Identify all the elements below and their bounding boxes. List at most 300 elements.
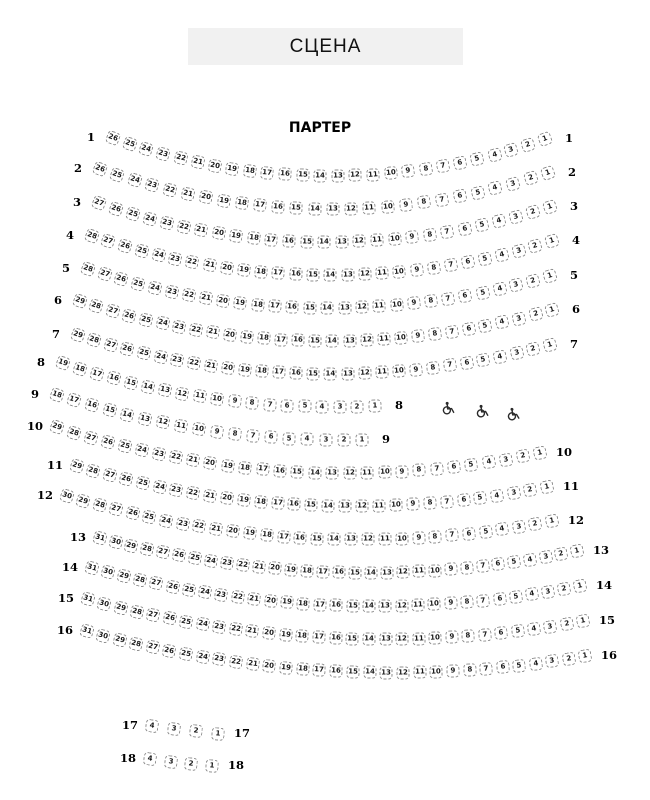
seat[interactable]: [412, 565, 426, 579]
seat[interactable]: [291, 334, 305, 348]
seat[interactable]: [220, 491, 235, 506]
seat[interactable]: [237, 493, 251, 507]
seat[interactable]: [300, 564, 314, 578]
seat[interactable]: [243, 164, 258, 179]
seat[interactable]: [181, 582, 196, 597]
seat[interactable]: [544, 233, 560, 249]
seat[interactable]: [452, 189, 467, 204]
seat[interactable]: [528, 516, 543, 531]
seat[interactable]: [149, 576, 164, 591]
seat[interactable]: [442, 358, 457, 373]
seat[interactable]: [132, 572, 148, 588]
seat[interactable]: [492, 281, 508, 297]
seat[interactable]: [72, 293, 88, 309]
seat[interactable]: [103, 337, 119, 353]
seat[interactable]: [363, 666, 376, 679]
seat[interactable]: [155, 316, 170, 331]
seat[interactable]: [412, 632, 425, 645]
seat[interactable]: [271, 266, 285, 280]
seat[interactable]: [375, 366, 389, 380]
seat[interactable]: [134, 243, 150, 259]
seat[interactable]: [145, 640, 160, 655]
wheelchair-seat[interactable]: [440, 400, 455, 415]
seat[interactable]: [268, 561, 282, 575]
seat[interactable]: [179, 614, 194, 629]
seat[interactable]: [428, 597, 442, 611]
seat[interactable]: [300, 235, 313, 248]
seat[interactable]: [346, 632, 359, 645]
seat[interactable]: [364, 566, 377, 579]
seat[interactable]: [544, 302, 560, 318]
seat[interactable]: [473, 491, 488, 506]
seat[interactable]: [511, 311, 527, 327]
seat[interactable]: [416, 195, 431, 210]
seat[interactable]: [187, 551, 202, 566]
seat[interactable]: [151, 247, 167, 263]
seat[interactable]: [294, 531, 308, 545]
seat[interactable]: [509, 345, 525, 361]
seat[interactable]: [289, 267, 303, 281]
seat[interactable]: [147, 280, 163, 296]
seat[interactable]: [119, 407, 135, 423]
seat[interactable]: [379, 633, 392, 646]
seat[interactable]: [398, 198, 412, 212]
seat[interactable]: [186, 485, 201, 500]
seat[interactable]: [100, 434, 116, 450]
seat[interactable]: [79, 623, 95, 639]
seat[interactable]: [221, 361, 235, 375]
seat[interactable]: [329, 665, 343, 679]
seat[interactable]: [123, 375, 139, 391]
seat[interactable]: [396, 666, 409, 679]
seat[interactable]: [189, 724, 203, 738]
seat[interactable]: [445, 630, 459, 644]
seat[interactable]: [361, 466, 374, 479]
seat[interactable]: [189, 322, 204, 337]
seat[interactable]: [227, 394, 241, 408]
seat[interactable]: [240, 330, 254, 344]
seat[interactable]: [59, 488, 75, 504]
seat[interactable]: [326, 334, 339, 347]
seat[interactable]: [337, 434, 350, 447]
seat[interactable]: [96, 266, 112, 282]
seat[interactable]: [66, 425, 82, 441]
seat[interactable]: [186, 453, 201, 468]
seat[interactable]: [426, 260, 441, 275]
seat[interactable]: [409, 362, 423, 376]
seat[interactable]: [296, 169, 310, 183]
seat[interactable]: [135, 475, 151, 491]
seat[interactable]: [474, 218, 489, 233]
seat[interactable]: [198, 190, 213, 205]
seat[interactable]: [163, 754, 178, 769]
seat[interactable]: [209, 424, 224, 439]
seat[interactable]: [522, 170, 538, 186]
seat[interactable]: [423, 496, 437, 510]
seat[interactable]: [92, 160, 109, 177]
seat[interactable]: [136, 345, 152, 361]
seat[interactable]: [84, 227, 100, 243]
seat[interactable]: [225, 161, 240, 176]
seat[interactable]: [144, 177, 160, 193]
seat[interactable]: [268, 299, 282, 313]
seat[interactable]: [503, 142, 519, 158]
seat[interactable]: [515, 449, 530, 464]
seat[interactable]: [66, 392, 82, 408]
seat[interactable]: [210, 392, 225, 407]
seat[interactable]: [172, 319, 187, 334]
seat[interactable]: [444, 324, 459, 339]
seat[interactable]: [407, 296, 421, 310]
seat[interactable]: [543, 619, 558, 634]
seat[interactable]: [223, 328, 238, 343]
seat[interactable]: [424, 294, 439, 309]
seat[interactable]: [305, 499, 319, 513]
seat[interactable]: [447, 460, 461, 474]
seat[interactable]: [204, 358, 219, 373]
seat[interactable]: [253, 198, 267, 212]
seat[interactable]: [383, 166, 397, 180]
seat[interactable]: [453, 155, 468, 170]
seat[interactable]: [418, 161, 433, 176]
seat[interactable]: [157, 383, 172, 398]
seat[interactable]: [119, 341, 135, 357]
seat[interactable]: [251, 298, 265, 312]
seat[interactable]: [456, 493, 470, 507]
seat[interactable]: [355, 433, 368, 446]
seat[interactable]: [529, 656, 544, 671]
seat[interactable]: [492, 592, 506, 606]
seat[interactable]: [105, 130, 122, 147]
seat[interactable]: [527, 622, 542, 637]
seat[interactable]: [125, 506, 141, 522]
seat[interactable]: [296, 662, 310, 676]
seat[interactable]: [162, 611, 177, 626]
seat[interactable]: [313, 663, 327, 677]
seat[interactable]: [173, 150, 189, 166]
seat[interactable]: [216, 193, 231, 208]
seat[interactable]: [361, 533, 374, 546]
seat[interactable]: [542, 337, 558, 353]
seat[interactable]: [380, 566, 393, 579]
seat[interactable]: [380, 199, 394, 213]
seat[interactable]: [100, 233, 116, 249]
seat[interactable]: [561, 651, 576, 666]
seat[interactable]: [175, 386, 190, 401]
seat[interactable]: [175, 516, 190, 531]
seat[interactable]: [247, 231, 261, 245]
seat[interactable]: [329, 631, 343, 645]
seat[interactable]: [282, 432, 296, 446]
seat[interactable]: [490, 488, 505, 503]
seat[interactable]: [195, 617, 210, 632]
seat[interactable]: [155, 415, 170, 430]
seat[interactable]: [460, 595, 474, 609]
seat[interactable]: [368, 399, 382, 413]
seat[interactable]: [308, 466, 321, 479]
seat[interactable]: [445, 528, 459, 542]
seat[interactable]: [176, 219, 191, 234]
seat[interactable]: [119, 472, 135, 488]
seat[interactable]: [255, 462, 269, 476]
seat[interactable]: [181, 287, 196, 302]
seat[interactable]: [303, 301, 316, 314]
seat[interactable]: [171, 548, 186, 563]
seat[interactable]: [106, 370, 122, 386]
seat[interactable]: [409, 263, 423, 277]
seat[interactable]: [280, 595, 294, 609]
seat[interactable]: [108, 201, 124, 217]
seat[interactable]: [314, 169, 327, 182]
seat[interactable]: [212, 652, 227, 667]
seat[interactable]: [378, 533, 391, 546]
seat[interactable]: [108, 502, 124, 518]
seat[interactable]: [470, 151, 486, 167]
seat[interactable]: [538, 550, 553, 565]
seat[interactable]: [434, 192, 449, 207]
seat[interactable]: [80, 261, 96, 277]
seat[interactable]: [245, 657, 260, 672]
seat[interactable]: [537, 131, 554, 148]
seat[interactable]: [129, 604, 145, 620]
seat[interactable]: [512, 658, 526, 672]
seat[interactable]: [344, 202, 357, 215]
seat[interactable]: [80, 591, 96, 607]
seat[interactable]: [429, 631, 443, 645]
seat[interactable]: [145, 718, 160, 733]
seat[interactable]: [245, 396, 259, 410]
seat[interactable]: [366, 168, 380, 182]
seat[interactable]: [168, 450, 183, 465]
seat[interactable]: [345, 533, 358, 546]
seat[interactable]: [478, 318, 493, 333]
seat[interactable]: [142, 211, 158, 227]
seat[interactable]: [544, 513, 559, 528]
seat[interactable]: [273, 464, 287, 478]
seat[interactable]: [525, 204, 541, 220]
wheelchair-seat[interactable]: [505, 406, 521, 422]
seat[interactable]: [395, 532, 409, 546]
seat[interactable]: [203, 456, 218, 471]
seat[interactable]: [506, 485, 521, 500]
seat[interactable]: [313, 598, 327, 612]
seat[interactable]: [478, 524, 493, 539]
seat[interactable]: [360, 333, 374, 347]
seat[interactable]: [260, 528, 274, 542]
seat[interactable]: [108, 534, 124, 550]
seat[interactable]: [457, 221, 472, 236]
seat[interactable]: [388, 232, 402, 246]
seat[interactable]: [121, 308, 137, 324]
seat[interactable]: [412, 531, 426, 545]
seat[interactable]: [477, 251, 492, 266]
seat[interactable]: [430, 665, 443, 678]
seat[interactable]: [532, 445, 547, 460]
seat[interactable]: [396, 565, 409, 578]
seat[interactable]: [475, 285, 490, 300]
seat[interactable]: [170, 352, 185, 367]
seat[interactable]: [92, 530, 108, 546]
seat[interactable]: [362, 599, 375, 612]
seat[interactable]: [351, 400, 364, 413]
seat[interactable]: [464, 458, 479, 473]
seat[interactable]: [355, 301, 369, 315]
seat[interactable]: [251, 560, 265, 574]
seat[interactable]: [195, 649, 210, 664]
seat[interactable]: [84, 560, 100, 576]
seat[interactable]: [55, 355, 71, 371]
seat[interactable]: [162, 643, 177, 658]
seat[interactable]: [207, 158, 222, 173]
seat[interactable]: [254, 265, 268, 279]
seat[interactable]: [412, 463, 426, 477]
seat[interactable]: [262, 659, 276, 673]
seat[interactable]: [229, 228, 244, 243]
seat[interactable]: [339, 500, 352, 513]
seat[interactable]: [511, 519, 526, 534]
seat[interactable]: [153, 349, 168, 364]
seat[interactable]: [117, 238, 133, 254]
seat[interactable]: [542, 199, 558, 215]
seat[interactable]: [295, 629, 309, 643]
seat[interactable]: [185, 254, 200, 269]
seat[interactable]: [91, 195, 108, 212]
seat[interactable]: [216, 293, 231, 308]
seat[interactable]: [86, 332, 102, 348]
seat[interactable]: [284, 563, 298, 577]
seat[interactable]: [192, 519, 207, 534]
seat[interactable]: [428, 564, 442, 578]
seat[interactable]: [296, 597, 310, 611]
seat[interactable]: [191, 421, 206, 436]
seat[interactable]: [316, 565, 330, 579]
seat[interactable]: [105, 303, 121, 319]
seat[interactable]: [572, 578, 587, 593]
seat[interactable]: [85, 463, 101, 479]
seat[interactable]: [89, 366, 105, 382]
seat[interactable]: [83, 430, 99, 446]
seat[interactable]: [209, 522, 224, 537]
seat[interactable]: [178, 646, 193, 661]
seat[interactable]: [117, 439, 133, 455]
seat[interactable]: [511, 624, 525, 638]
seat[interactable]: [389, 499, 403, 513]
seat[interactable]: [159, 215, 175, 231]
seat[interactable]: [219, 556, 234, 571]
seat[interactable]: [526, 341, 542, 357]
seat[interactable]: [375, 266, 389, 280]
seat[interactable]: [322, 499, 335, 512]
seat[interactable]: [246, 429, 260, 443]
seat[interactable]: [173, 418, 188, 433]
seat[interactable]: [264, 430, 278, 444]
seat[interactable]: [349, 169, 363, 183]
seat[interactable]: [212, 620, 227, 635]
seat[interactable]: [329, 599, 342, 612]
seat[interactable]: [109, 166, 125, 182]
seat[interactable]: [198, 585, 213, 600]
seat[interactable]: [392, 364, 406, 378]
seat[interactable]: [180, 186, 195, 201]
seat[interactable]: [569, 544, 584, 559]
seat[interactable]: [279, 628, 293, 642]
seat[interactable]: [282, 234, 296, 248]
seat[interactable]: [49, 419, 65, 435]
seat[interactable]: [575, 613, 590, 628]
wheelchair-seat[interactable]: [474, 403, 489, 418]
seat[interactable]: [331, 169, 344, 182]
seat[interactable]: [358, 267, 372, 281]
seat[interactable]: [470, 185, 486, 201]
seat[interactable]: [206, 325, 221, 340]
seat[interactable]: [309, 334, 322, 347]
seat[interactable]: [289, 367, 303, 381]
seat[interactable]: [280, 399, 294, 413]
seat[interactable]: [319, 433, 332, 446]
seat[interactable]: [169, 482, 184, 497]
seat[interactable]: [288, 498, 302, 512]
seat[interactable]: [446, 664, 460, 678]
seat[interactable]: [245, 624, 259, 638]
seat[interactable]: [377, 332, 391, 346]
seat[interactable]: [143, 751, 158, 766]
seat[interactable]: [307, 367, 320, 380]
seat[interactable]: [462, 526, 476, 540]
seat[interactable]: [494, 247, 510, 263]
seat[interactable]: [498, 452, 513, 467]
seat[interactable]: [95, 628, 111, 644]
seat[interactable]: [202, 258, 217, 273]
seat[interactable]: [238, 460, 252, 474]
seat[interactable]: [523, 552, 538, 567]
seat[interactable]: [271, 200, 285, 214]
seat[interactable]: [463, 663, 477, 677]
seat[interactable]: [274, 333, 288, 347]
seat[interactable]: [443, 258, 458, 273]
seat[interactable]: [139, 541, 154, 556]
seat[interactable]: [343, 467, 356, 480]
seat[interactable]: [167, 721, 182, 736]
seat[interactable]: [428, 530, 442, 544]
seat[interactable]: [92, 497, 108, 513]
seat[interactable]: [411, 598, 425, 612]
seat[interactable]: [254, 495, 268, 509]
seat[interactable]: [459, 355, 474, 370]
seat[interactable]: [72, 361, 88, 377]
seat[interactable]: [435, 158, 450, 173]
seat[interactable]: [164, 284, 179, 299]
seat[interactable]: [190, 154, 205, 169]
seat[interactable]: [203, 553, 218, 568]
seat[interactable]: [491, 557, 506, 572]
seat[interactable]: [247, 592, 261, 606]
seat[interactable]: [134, 443, 150, 459]
seat[interactable]: [496, 660, 510, 674]
seat[interactable]: [348, 566, 361, 579]
seat[interactable]: [577, 649, 592, 664]
seat[interactable]: [488, 180, 504, 196]
seat[interactable]: [96, 596, 112, 612]
seat[interactable]: [233, 296, 247, 310]
seat[interactable]: [556, 582, 571, 597]
seat[interactable]: [440, 225, 455, 240]
seat[interactable]: [262, 626, 276, 640]
seat[interactable]: [539, 479, 554, 494]
seat[interactable]: [343, 334, 356, 347]
seat[interactable]: [358, 367, 372, 381]
seat[interactable]: [306, 268, 319, 281]
seat[interactable]: [49, 386, 65, 402]
